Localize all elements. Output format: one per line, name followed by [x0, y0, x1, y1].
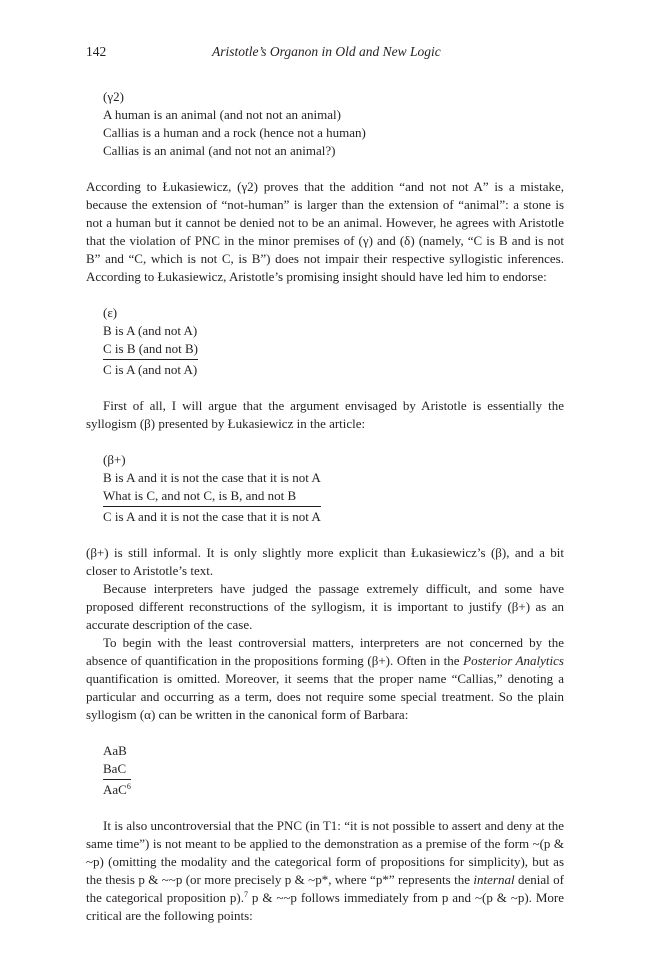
page-header	[86, 44, 564, 66]
paragraph: It is also uncontroversial that the PNC (in T1: “it is not possible to assert and deny at the same time”) is not meant to be applied to the demonstration as a premise of the form ~(p & ~p) (omitting the modality and the categorical form of propositions for simplicity), but as the thesis p & ~~p (or more precisely p & ~p*, where “p*” represents the internal denial of the categorical proposition p).$^7$ p & ~~p follows immediately from p and ~(p & ~p). More critical are the following points:	[86, 818, 564, 923]
example-line: Callias is a human and a rock (hence not a human)	[103, 125, 366, 140]
syllogism-premise: What is C, and not C, is B, and not B	[103, 487, 321, 507]
syllogism-premise: BaC	[103, 760, 131, 780]
italic-term: internal	[473, 872, 515, 887]
paragraph: According to Łukasiewicz, (γ2) proves that the addition “and not not A” is a mistake, because the extension of “not-human” is larger than the extension of “animal”: a stone is not a human but it cannot be denied not to be an animal. However, he agrees with Aristotle that the violation of PNC in the minor premises of (γ) and (δ) (namely, “C is B and is not B” and “C, which is not C, is B”) does not impair their respective syllogistic inferences. According to Łukasiewicz, Aristotle’s promising insight should have led him to endorse:	[86, 179, 564, 284]
syllogism-beta-plus	[103, 451, 564, 526]
paragraph: Because interpreters have judged the passage extremely difficult, and some have proposed different reconstructions of the syllogism, it is important to justify (β+) as an accurate description of the case.	[86, 581, 564, 632]
syllogism-label: (ε)	[103, 305, 118, 320]
syllogism-premise: AaB	[103, 743, 127, 758]
example-label: (γ2)	[103, 89, 124, 104]
running-head: Aristotle’s Organon in Old and New Logic	[212, 44, 441, 59]
footnote-mark: 6	[126, 782, 131, 791]
example-line: A human is an animal (and not not an animal)	[103, 107, 341, 122]
syllogism-conclusion: C is A (and not A)	[103, 362, 198, 377]
example-gamma2	[103, 88, 564, 160]
paragraph: To begin with the least controversial matters, interpreters are not concerned by the absence of quantification in the propositions forming (β+). Often in the Posterior Analytics quantification is omitted. Moreover, it seems that the proper name “Callias,” denoting a particular and occurring as a term, does not require some special treatment. So the plain syllogism (α) can be written in the canonical form of Barbara:	[86, 635, 564, 722]
paragraph: (β+) is still informal. It is only slightly more explicit than Łukasiewicz’s (β), and a bit closer to Aristotle’s text.	[86, 545, 564, 578]
footnote-mark: 7	[243, 890, 248, 899]
syllogism-conclusion: C is A and it is not the case that it is not A	[103, 509, 321, 524]
syllogism-label: (β+)	[103, 452, 126, 467]
paragraph: First of all, I will argue that the argument envisaged by Aristotle is essentially the syllogism (β) presented by Łukasiewicz in the article:	[86, 398, 564, 431]
syllogism-premise: B is A and it is not the case that it is not A	[103, 470, 321, 485]
syllogism-premise: C is B (and not B)	[103, 340, 198, 360]
example-line: Callias is an animal (and not not an animal?)	[103, 143, 336, 158]
page-number: 142	[86, 44, 107, 59]
syllogism-barbara	[103, 742, 564, 799]
syllogism-epsilon	[103, 304, 564, 379]
body-text	[86, 88, 564, 925]
italic-title: Posterior Analytics	[463, 653, 564, 668]
syllogism-premise: B is A (and not A)	[103, 323, 198, 338]
syllogism-conclusion: AaC$^6$	[103, 782, 131, 797]
